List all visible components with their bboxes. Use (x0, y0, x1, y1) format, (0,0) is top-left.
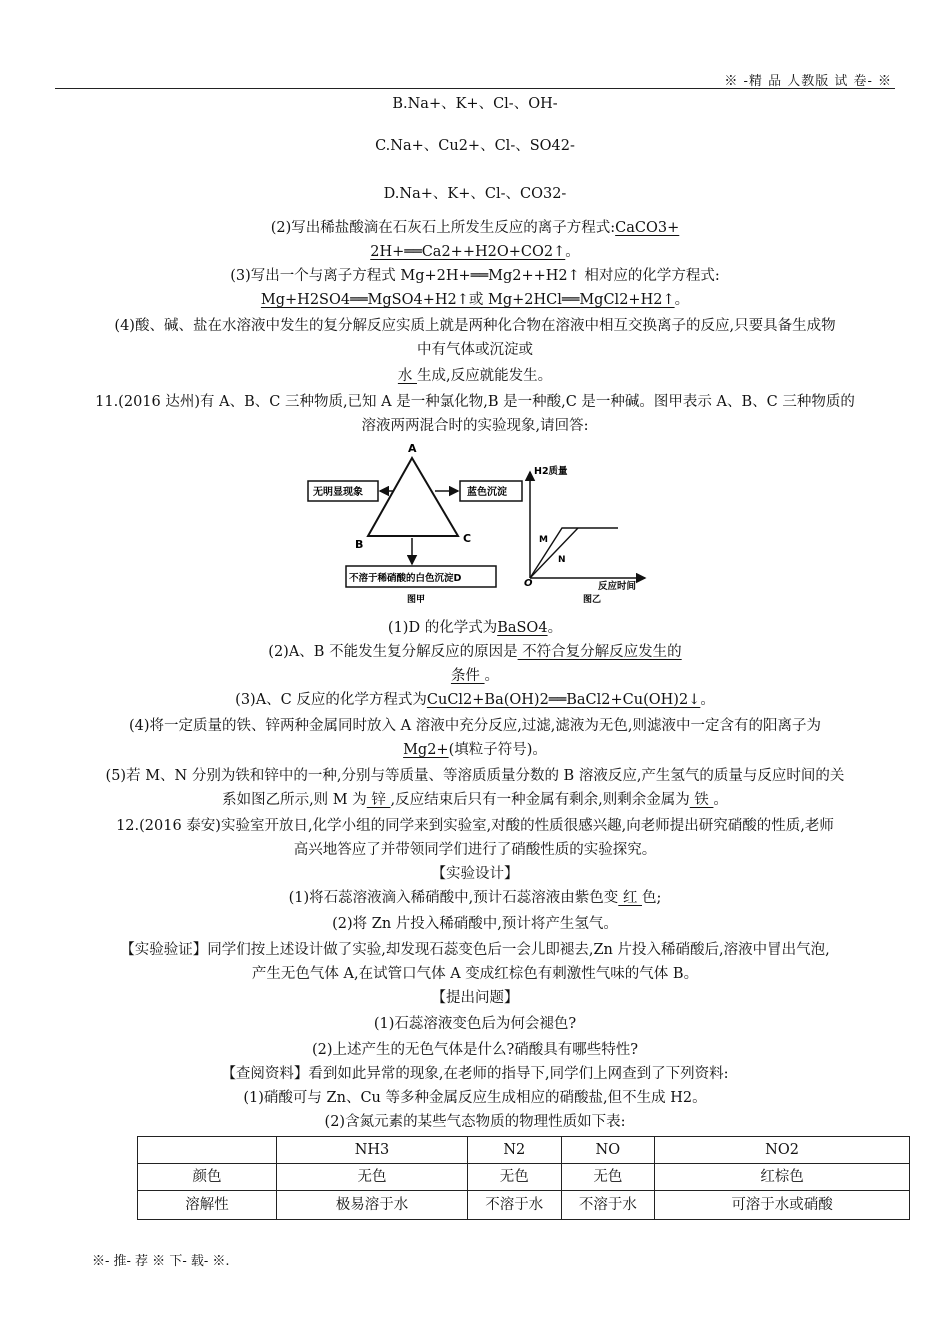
sub2-line2 (0, 666, 950, 686)
table-cell: N2 (468, 1137, 562, 1164)
label-c: C (463, 532, 472, 545)
label-m: M (539, 535, 548, 545)
q4-line2: 中有气体或沉淀或 (417, 342, 533, 358)
table-cell (138, 1137, 277, 1164)
option-c: C.Na+、Cu2+、Cl-、SO42- (375, 138, 575, 154)
origin-label: O (524, 578, 533, 589)
sub5-line1: (5)若 M、N 分别为铁和锌中的一种,分别与等质量、等溶质质量分数的 B 溶液反应,产生氢气的质量与反应时间的关 (105, 768, 845, 784)
page-footer: ※- 推- 荐 ※ 下- 载- ※. (92, 1254, 230, 1269)
table-row (138, 1191, 910, 1220)
option-b: B.Na+、K+、Cl-、OH- (392, 96, 558, 112)
option-d: D.Na+、K+、Cl-、CO32- (383, 186, 567, 202)
table-header-row (138, 1137, 910, 1164)
sub4-end: (填粒子符号)。 (448, 742, 547, 758)
y-axis-label: H2质量 (534, 466, 568, 477)
q2-text: (2)写出稀盐酸滴在石灰石上所发生反应的离子方程式: (270, 220, 616, 236)
q4-line1: (4)酸、碱、盐在水溶液中发生的复分解反应实质上就是两种化合物在溶液中相互交换离子的反应,只要具备生成物 (114, 318, 836, 334)
sub5-text: 系如图乙所示,则 M 为 (222, 792, 367, 808)
left-box-text: 无明显现象 (313, 487, 363, 498)
table-cell: 红棕色 (655, 1164, 910, 1191)
ask-2: (2)上述产生的无色气体是什么?硝酸具有哪些特性? (311, 1042, 639, 1058)
sub1-end: 。 (547, 620, 563, 636)
sub2-answer-cont: 条件 (450, 668, 485, 684)
sub3-answer: CuCl2+Ba(OH)2══BaCl2+Cu(OH)2↓ (426, 692, 701, 708)
table-cell: NO (561, 1137, 655, 1164)
page-header: ※ -精 品 人教版 试 卷- ※ (724, 74, 892, 89)
sub3-text: (3)A、C 反应的化学方程式为 (235, 692, 427, 708)
sub1-text: (1)D 的化学式为 (387, 620, 498, 636)
q2-answer-part1: CaCO3+ (615, 220, 680, 236)
q2-end: 。 (565, 244, 580, 260)
sub5-answer-2: 铁 (689, 792, 714, 808)
q11-line1: 11.(2016 达州)有 A、B、C 三种物质,已知 A 是一种氯化物,B 是一种酸,C 是一种碱。图甲表示 A、B、C 三种物质的 (95, 394, 855, 410)
ref-2: (2)含氮元素的某些气态物质的物理性质如下表: (324, 1114, 626, 1130)
right-box-text: 蓝色沉淀 (467, 487, 507, 498)
sub4-line2 (0, 740, 950, 760)
triangle (368, 458, 458, 536)
q4-answer: 水 (397, 368, 417, 384)
label-b: B (355, 538, 364, 551)
q3-answer: Mg+H2SO4══MgSO4+H2↑或 Mg+2HCl══MgCl2+H2↑ (260, 292, 675, 308)
table-row (138, 1164, 910, 1191)
sub2-end: 。 (484, 668, 500, 684)
sub5-line2 (0, 790, 950, 810)
table-cell: 不溶于水 (468, 1191, 562, 1220)
q3-line2 (0, 290, 950, 310)
caption-1: 图甲 (407, 595, 426, 605)
q2-line1 (0, 218, 950, 238)
sub4-line1: (4)将一定质量的铁、锌两种金属同时放入 A 溶液中充分反应,过滤,滤液为无色,则滤液中一定含有的阳离子为 (128, 718, 822, 734)
curve-n (530, 528, 578, 578)
q12-line1: 12.(2016 泰安)实验室开放日,化学小组的同学来到实验室,对酸的性质很感兴趣,向老师提出研究硝酸的性质,老师 (116, 818, 834, 834)
q2-line2 (0, 242, 950, 262)
sub5-answer-1: 锌 (366, 792, 391, 808)
design-1 (0, 888, 950, 908)
x-axis-label: 反应时间 (598, 581, 637, 592)
design-2: (2)将 Zn 片投入稀硝酸中,预计将产生氢气。 (332, 916, 618, 932)
verify-line1: 【实验验证】同学们按上述设计做了实验,却发现石蕊变色后一会儿即褪去,Zn 片投入稀硝酸后,溶液中冒出气泡, (120, 942, 830, 958)
header-rule (55, 88, 895, 89)
q3-line1: (3)写出一个与离子方程式 Mg+2H+══Mg2++H2↑ 相对应的化学方程式: (230, 268, 720, 284)
ref-line: 【查阅资料】看到如此异常的现象,在老师的指导下,同学们上网查到了下列资料: (221, 1066, 729, 1082)
ask-heading: 【提出问题】 (431, 990, 519, 1006)
sub2-answer: 不符合复分解反应发生的 (517, 644, 682, 660)
sub1 (0, 618, 950, 638)
sub2-line1 (0, 642, 950, 662)
q3-end: 。 (674, 292, 690, 308)
sub2-text: (2)A、B 不能发生复分解反应的原因是 (268, 644, 518, 660)
q11-figures (300, 438, 650, 608)
sub5-mid: ,反应结束后只有一种金属有剩余,则剩余金属为 (390, 792, 690, 808)
ask-1: (1)石蕊溶液变色后为何会褪色? (373, 1016, 577, 1032)
design-heading: 【实验设计】 (431, 866, 519, 882)
nitrogen-properties-table (137, 1136, 910, 1220)
design-1-end: 色; (641, 890, 662, 906)
table-cell: 无色 (468, 1164, 562, 1191)
design-1-text: (1)将石蕊溶液滴入稀硝酸中,预计石蕊溶液由紫色变 (288, 890, 619, 906)
verify-line2: 产生无色气体 A,在试管口气体 A 变成红棕色有刺激性气味的气体 B。 (251, 966, 699, 982)
bottom-box-text: 不溶于稀硝酸的白色沉淀D (349, 573, 462, 584)
label-a: A (408, 442, 417, 455)
sub1-answer: BaSO4 (497, 620, 548, 636)
table-cell: 不溶于水 (561, 1191, 655, 1220)
q2-answer-part2: 2H+══Ca2++H2O+CO2↑ (370, 244, 566, 260)
caption-2: 图乙 (583, 595, 602, 605)
sub5-end: 。 (713, 792, 728, 808)
q11-line2: 溶液两两混合时的实验现象,请回答: (361, 418, 589, 434)
table-cell: 无色 (561, 1164, 655, 1191)
table-cell: 可溶于水或硝酸 (655, 1191, 910, 1220)
q12-line2: 高兴地答应了并带领同学们进行了硝酸性质的实验探究。 (293, 842, 657, 858)
sub4-answer: Mg2+ (403, 742, 449, 758)
q4-line3 (0, 366, 950, 386)
label-n: N (558, 555, 566, 565)
sub3 (0, 690, 950, 710)
design-1-answer: 红 (618, 890, 642, 906)
table-cell: 溶解性 (138, 1191, 277, 1220)
table-cell: 极易溶于水 (277, 1191, 468, 1220)
sub3-end: 。 (700, 692, 715, 708)
table-cell: 颜色 (138, 1164, 277, 1191)
table-cell: NH3 (277, 1137, 468, 1164)
table-cell: 无色 (277, 1164, 468, 1191)
table-cell: NO2 (655, 1137, 910, 1164)
q4-end: 生成,反应就能发生。 (417, 368, 553, 384)
ref-1: (1)硝酸可与 Zn、Cu 等多种金属反应生成相应的硝酸盐,但不生成 H2。 (243, 1090, 707, 1106)
